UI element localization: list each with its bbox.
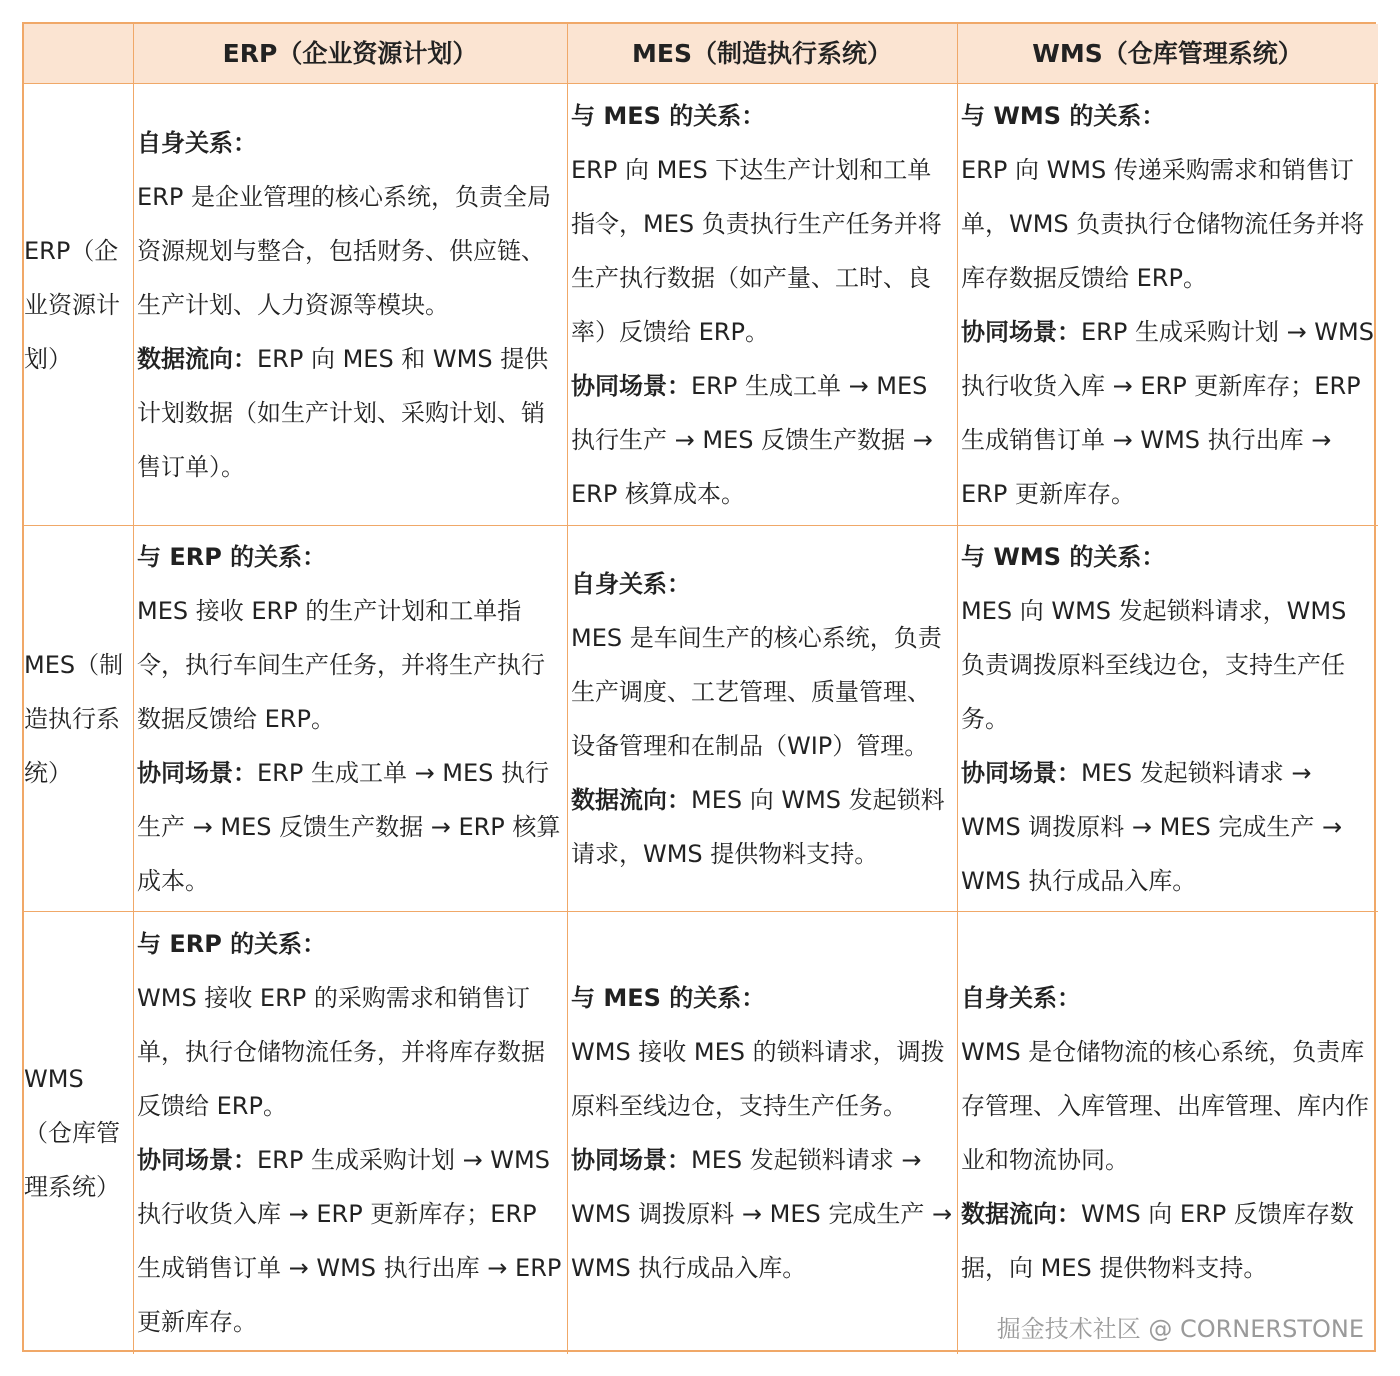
- scene-label: 协同场景：: [137, 758, 257, 787]
- cell-mes-erp: [134, 526, 568, 912]
- row-label-wms: [24, 912, 134, 1354]
- cell-title: 与 MES 的关系：: [571, 101, 766, 130]
- cell-body: ERP 向 MES 下达生产计划和工单指令，MES 负责执行生产任务并将生产执行数据（如产量、工时、良率）反馈给 ERP。: [571, 155, 942, 346]
- cell-erp-mes: [568, 84, 958, 526]
- cell-erp-erp: [134, 84, 568, 526]
- scene-label: 协同场景：: [137, 1146, 257, 1174]
- cell-body: ERP 向 WMS 传递采购需求和销售订单，WMS 负责执行仓储物流任务并将库存数据反馈给 ERP。: [961, 155, 1365, 292]
- cell-body: WMS 接收 MES 的锁料请求，调拨原料至线边仓，支持生产任务。: [571, 1038, 945, 1120]
- watermark: 掘金技术社区 @ CORNERSTONE: [996, 1315, 1364, 1343]
- cell-mes-mes: [568, 526, 958, 912]
- cell-body: MES 向 WMS 发起锁料请求，WMS 负责调拨原料至线边仓，支持生产任务。: [961, 596, 1347, 733]
- header-erp-cell: [134, 24, 568, 84]
- scene-text: ERP 生成工单 → MES 执行生产 → MES 反馈生产数据 → ERP 核算成本。: [571, 371, 933, 508]
- cell-body: WMS 接收 ERP 的采购需求和销售订单，执行仓储物流任务，并将库存数据反馈给 ERP。: [137, 984, 545, 1120]
- cell-title: 自身关系：: [137, 128, 257, 157]
- cell-body: WMS 是仓储物流的核心系统，负责库存管理、入库管理、出库管理、库内作业和物流协同。: [961, 1038, 1369, 1174]
- comparison-table: [22, 22, 1376, 1352]
- cell-wms-wms: [958, 912, 1378, 1354]
- cell-title: 自身关系：: [571, 569, 691, 598]
- header-corner-cell: [24, 24, 134, 84]
- cell-title: 与 ERP 的关系：: [137, 930, 327, 958]
- cell-body: MES 是车间生产的核心系统，负责生产调度、工艺管理、质量管理、设备管理和在制品（WIP）管理。: [571, 623, 942, 760]
- flow-label: 数据流向：: [137, 344, 257, 373]
- cell-body: MES 接收 ERP 的生产计划和工单指令，执行车间生产任务，并将生产执行数据反馈给 ERP。: [137, 596, 545, 733]
- flow-text: MES 向 WMS 发起锁料请求，WMS 提供物料支持。: [571, 785, 945, 868]
- header-wms: WMS（仓库管理系统）: [1032, 38, 1303, 68]
- cell-title: 与 ERP 的关系：: [137, 542, 327, 571]
- scene-label: 协同场景：: [961, 758, 1081, 787]
- flow-text: ERP 向 MES 和 WMS 提供计划数据（如生产计划、采购计划、销售订单）。: [137, 344, 549, 481]
- cell-title: 与 WMS 的关系：: [961, 542, 1166, 571]
- scene-text: MES 发起锁料请求 → WMS 调拨原料 → MES 完成生产 → WMS 执行成品入库。: [571, 1146, 953, 1282]
- flow-text: WMS 向 ERP 反馈库存数据，向 MES 提供物料支持。: [961, 1200, 1354, 1282]
- cell-wms-erp: [134, 912, 568, 1354]
- header-mes-cell: [568, 24, 958, 84]
- row-label-erp: [24, 84, 134, 526]
- cell-wms-mes: [568, 912, 958, 1354]
- scene-label: 协同场景：: [961, 317, 1081, 346]
- header-mes: MES（制造执行系统）: [632, 38, 892, 68]
- scene-label: 协同场景：: [571, 1146, 691, 1174]
- cell-title: 与 WMS 的关系：: [961, 101, 1166, 130]
- header-erp: ERP（企业资源计划）: [222, 38, 478, 68]
- header-wms-cell: [958, 24, 1378, 84]
- row-label-text: MES（制造执行系统）: [24, 650, 124, 787]
- scene-text: MES 发起锁料请求 → WMS 调拨原料 → MES 完成生产 → WMS 执行成品入库。: [961, 758, 1343, 895]
- cell-body: ERP 是企业管理的核心系统，负责全局资源规划与整合，包括财务、供应链、生产计划、人力资源等模块。: [137, 182, 551, 319]
- cell-title: 自身关系：: [961, 984, 1081, 1012]
- scene-text: ERP 生成采购计划 → WMS 执行收货入库 → ERP 更新库存；ERP 生成销售订单 → WMS 执行出库 → ERP 更新库存。: [961, 317, 1374, 508]
- cell-erp-wms: [958, 84, 1378, 526]
- row-label-mes: [24, 526, 134, 912]
- scene-text: ERP 生成采购计划 → WMS 执行收货入库 → ERP 更新库存；ERP 生成销售订单 → WMS 执行出库 → ERP 更新库存。: [137, 1146, 562, 1336]
- scene-text: ERP 生成工单 → MES 执行生产 → MES 反馈生产数据 → ERP 核算成本。: [137, 758, 561, 895]
- flow-label: 数据流向：: [571, 785, 691, 814]
- row-label-text: ERP（企业资源计划）: [24, 236, 120, 373]
- cell-mes-wms: [958, 526, 1378, 912]
- flow-label: 数据流向：: [961, 1200, 1081, 1228]
- scene-label: 协同场景：: [571, 371, 691, 400]
- cell-title: 与 MES 的关系：: [571, 984, 766, 1012]
- row-label-text: WMS（仓库管理系统）: [24, 1065, 120, 1201]
